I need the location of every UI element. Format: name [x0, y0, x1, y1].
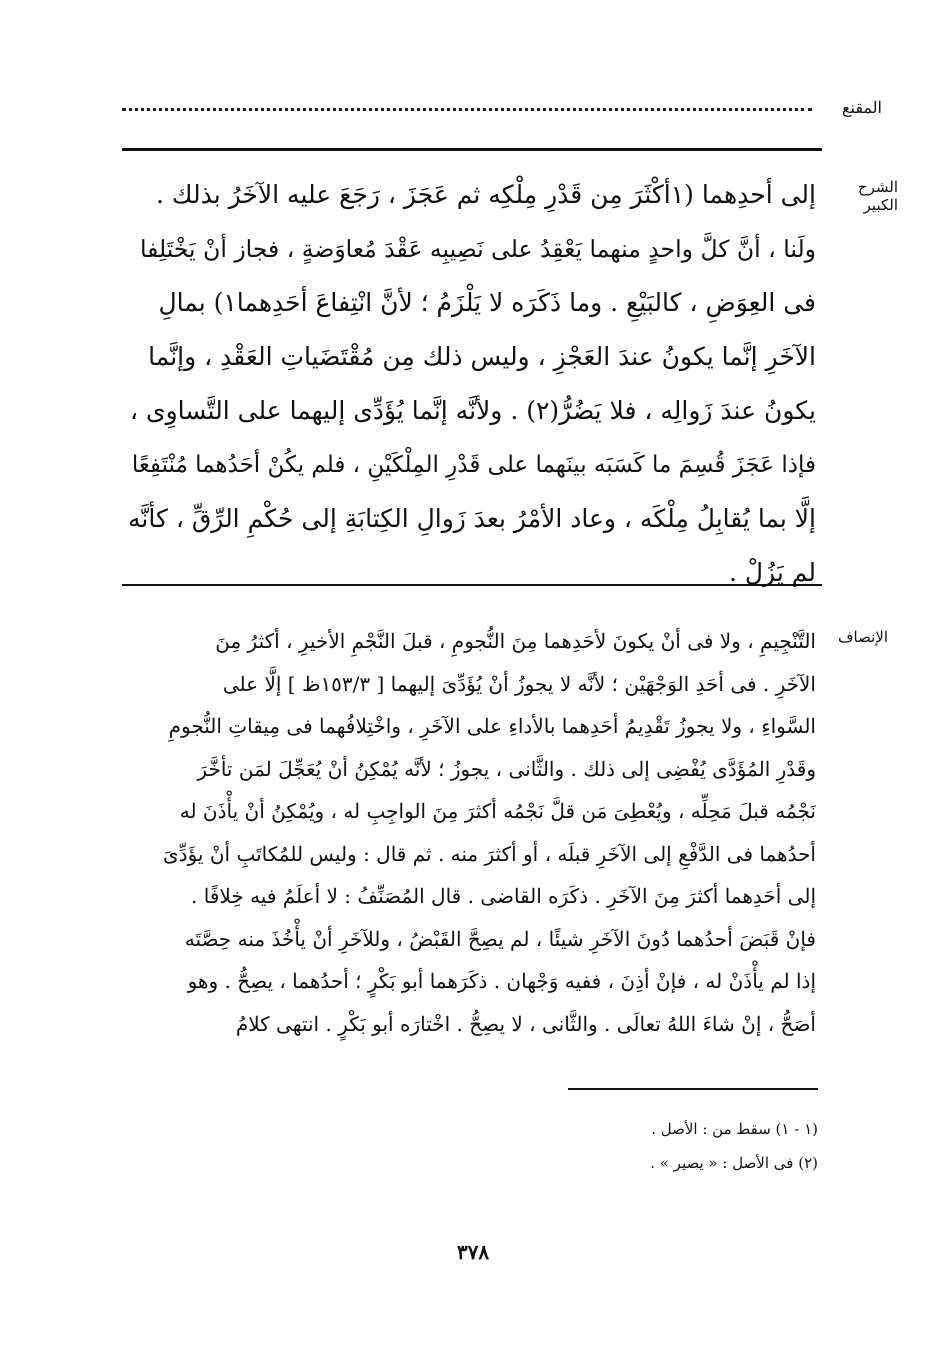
- text-line: الآخَرِ إنَّما يكونُ عندَ العَجْزِ ، وليس ذلك مِن مُقْتَضَياتِ العَقْدِ ، وإنَّما: [148, 342, 816, 371]
- footnotes: [430, 1112, 818, 1180]
- text-line: إذا لم يأْذَنْ له ، فإنْ أذِنَ ، ففيه وَجْهان . ذكَرَهما أبو بَكْرٍ ؛ أحدُهما ، يصِحُّ . وهو: [187, 969, 816, 993]
- text-line: فإذا عَجَزَ قُسِمَ ما كَسَبَه بينَهما على قَدْرِ المِلْكَيْنِ ، فلم يكُنْ أحَدُهما مُنْتَفِعًا: [131, 452, 816, 478]
- text-line: إلى أحدِهما (١أكْثَرَ مِن قَدْرِ مِلْكِه ثم عَجَزَ ، رَجَعَ عليه الآخَرُ بذلك .: [156, 180, 816, 209]
- text-line: وقَدْرِ المُؤَدَّى يُفْضِى إلى ذلك . والثَّانى ، يجوزُ ؛ لأنَّه يُمْكِنُ أنْ يُعَجِّلَ لمَن تأخَّرَ: [197, 756, 816, 781]
- page-number: ٣٧٨: [456, 1240, 490, 1264]
- text-line: نَجْمُه قبلَ مَحِلِّه ، ويُعْطِىَ مَن قلَّ نَجْمُه أكثرَ مِنَ الواجِبِ له ، ويُمْكِنُ أنْ يأْذَنَ له: [179, 799, 816, 823]
- text-line: أحدُهما فى الدَّفْعِ إلى الآخَرِ قبلَه ، أو أكثرَ منه . ثم قال : وليس للمُكاتَبِ أنْ يؤَدِّىَ: [163, 841, 816, 866]
- insaf-side-label: الإنصاف: [837, 628, 888, 646]
- text-line: الآخَرِ . فى أحَدِ الوَجْهَيْن ؛ لأنَّه لا يجوزُ أنْ يُؤَدِّىَ إليهما [ ١٥٣/٣ظ ] إلَّا على: [222, 671, 816, 696]
- insaf-text-block: [126, 620, 816, 1045]
- text-line: إلَّا بما يُقابِلُ مِلْكَه ، وعاد الأمْرُ بعدَ زَوالِ الكِتابَةِ إلى حُكْمِ الرِّقِّ ، كأنَّه: [128, 504, 816, 533]
- footnote: (٢) فى الأصل : « يصير » .: [650, 1154, 818, 1172]
- text-line: السَّواءِ ، ولا يجوزُ تَقْدِيمُ أحَدِهما بالأداءِ على الآخَرِ ، واخْتِلافُهما فى مِيقاتِ النُّجومِ: [168, 714, 816, 738]
- footnote-rule: [568, 1088, 818, 1090]
- text-line: فى العِوَضِ ، كالبَيْعِ . وما ذَكَرَه لا يَلْزَمُ ؛ لأنَّ انْتِفاعَ أحَدِهما١) بمالِ: [158, 288, 816, 317]
- text-line: لم يَزُلْ .: [728, 558, 816, 587]
- section-divider: [122, 584, 822, 586]
- header-rule: [122, 148, 822, 151]
- text-line: إلى أحَدِهما أكثرَ مِنَ الآخَرِ . ذكَرَه القاضى . قال المُصَنِّفُ : لا أعلَمُ فيه خِلافًا .: [191, 884, 816, 908]
- running-header-title: المقنع: [841, 98, 882, 117]
- text-line: ولَنا ، أنَّ كلَّ واحدٍ منهما يَعْقِدُ على نَصِيبِه عَقْدَ مُعاوَضةٍ ، فجاز أنْ يَخْتَلِفا: [139, 235, 816, 263]
- sharh-side-label: الشرح الكبير: [857, 178, 898, 214]
- text-line: أصَحُّ ، إنْ شاءَ اللهُ تعالَى . والثَّانى ، لا يصِحُّ . اخْتارَه أبو بَكْرٍ . انتهى كلامُ: [235, 1011, 816, 1036]
- sharh-text-block: [128, 168, 816, 600]
- footnote: (١ - ١) سقط من : الأصل .: [651, 1120, 818, 1138]
- header-dotted-rule: [122, 108, 812, 111]
- text-line: يكونُ عندَ زَوالِه ، فلا يَضُرُّ(٢) . ولأنَّه إنَّما يُؤَدِّى إليهما على التَّساوِى ،: [129, 396, 816, 425]
- text-line: فإنْ قَبَضَ أحدُهما دُونَ الآخَرِ شيئًا ، لم يصِحَّ القَبْضُ ، وللآخَرِ أنْ يأْخُذَ منه حِصَّتَه: [184, 926, 816, 951]
- text-line: التَّنْجِيمِ ، ولا فى أنْ يكونَ لأحَدِهما مِنَ النُّجومِ ، قبلَ النَّجْمِ الأخيرِ ، أكثرُ مِنَ: [215, 629, 816, 653]
